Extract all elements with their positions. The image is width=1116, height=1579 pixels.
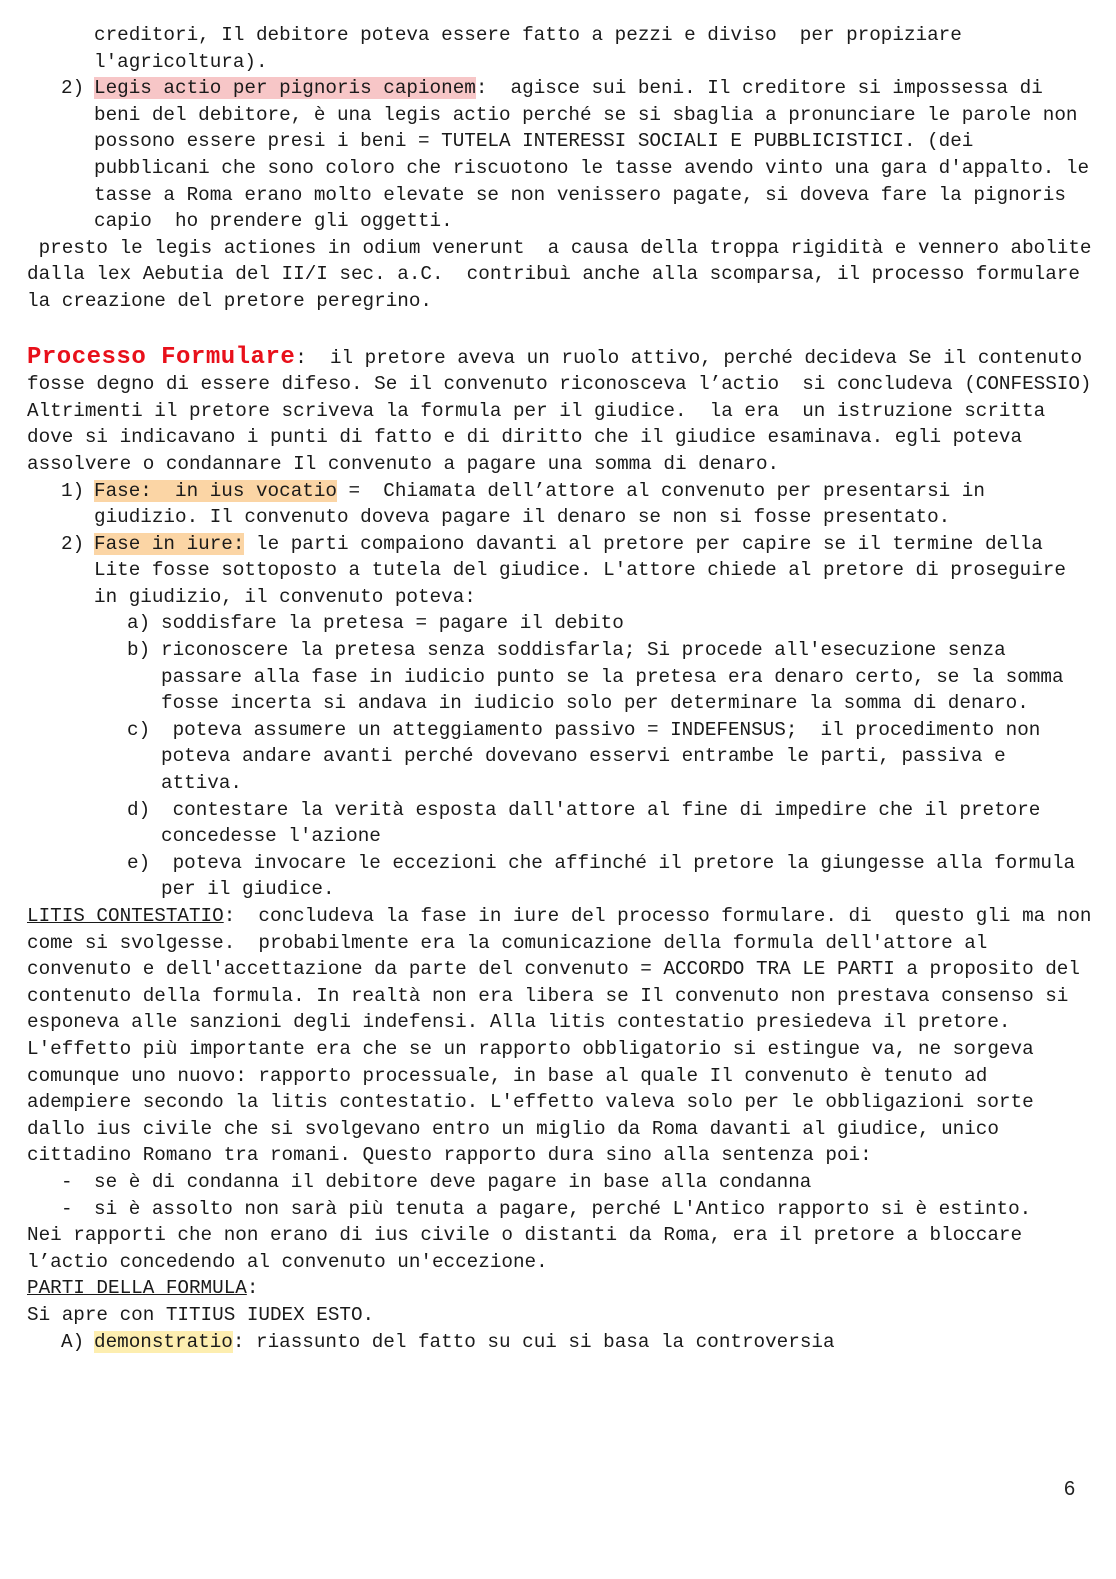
intro-continuation [27,22,1097,75]
bullet-text: se è di condanna il debitore deve pagare in base alla condanna [94,1170,812,1193]
list-item-body: : riassunto del fatto su cui si basa la controversia [232,1330,835,1353]
highlight-term: Fase: in ius vocatio [94,479,337,502]
highlight-term: Legis actio per pignoris capionem [94,77,476,100]
sub-list-item [27,717,1097,797]
section-heading: Processo Formulare [27,343,296,371]
sub-list-text: poteva invocare le eccezioni che affinché il pretore la giungesse alla formula per il giudice. [161,851,1087,901]
sub-list-marker: b) [127,639,151,662]
parti-heading-line [27,1275,1097,1302]
paragraph: Si apre con TITIUS IUDEX ESTO. [27,1303,375,1326]
sub-list-item [27,637,1097,717]
closing-paragraph: presto le legis actiones in odium venerunt a causa della troppa rigidità e vennero abolite dalla lex Aebutia del II/I sec. a.C. contribuì anche alla scomparsa, il processo formulare la creazione del pretore peregrino. [27,236,1104,312]
sub-list-text: poteva assumere un atteggiamento passivo = INDEFENSUS; il procedimento non poteva andare avanti perché dovevano esservi entrambe le parti, passiva e attiva. [161,718,1052,795]
sub-list-marker: e) [127,851,151,874]
underlined-heading: PARTI DELLA FORMULA [27,1277,247,1300]
document-page [27,22,1104,1355]
paragraph-text: : il pretore aveva un ruolo attivo, perché decideva Se il contenuto fosse degno di essere difeso. Se il convenuto riconosceva l’actio si concludeva (CONFESSIO) Altrimenti il pretore scriveva la formula per il giudice. la era un istruzione scritta dove si indicavano i punti di fatto e di diritto che il giudice esaminava. egli poteva assolvere o condannare Il convenuto a pagare una somma di denaro. [27,346,1104,475]
bullet-item [27,1196,1097,1223]
list-marker: 2) [61,77,85,100]
list-marker: 2) [61,532,85,555]
list-item-body: = Chiamata dell’attore al convenuto per presentarsi in giudizio. Il convenuto doveva pagare il denaro se non si fosse presentato. [94,479,997,529]
list-marker-blank [61,22,94,75]
paragraph-text: : concludeva la fase in iure del processo formulare. di questo gli ma non come si svolgesse. probabilmente era la comunicazione della formula dell'attore al convenuto e dell'accettazione da parte del convenuto = ACCORDO TRA LE PARTI a proposito del contenuto della formula. In realtà non era libera se Il convenuto non prestava consenso si esponeva alle sanzioni degli indefensi. Alla litis contestatio presiedeva il pretore. L'effetto più importante era che se un rapporto obbligatorio si estingue va, ne sorgeva comunque uno nuovo: rapporto processuale, in base al quale Il convenuto è tenuto ad adempiere secondo la litis contestatio. L'effetto valeva solo per le obbligazioni sorte dallo ius civile che si svolgevano entro un miglio da Roma davanti al giudice, unico cittadino Romano tra romani. Questo rapporto dura sino alla sentenza poi: [27,905,1104,1167]
highlight-term: Fase in iure: [94,532,245,555]
page-number: 6 [1064,1478,1076,1500]
paragraph: Nei rapporti che non erano di ius civile o distanti da Roma, era il pretore a bloccare l’actio concedendo al convenuto un'eccezione. [27,1224,1034,1273]
list-item-text [94,1329,1097,1356]
bullet-text: si è assolto non sarà più tenuta a pagare, perché L'Antico rapporto si è estinto. [94,1197,1032,1220]
highlight-term: demonstratio [94,1330,233,1353]
sub-list-marker: a) [127,612,151,635]
list-item-text [94,75,1101,235]
spacer [27,315,1097,345]
list-marker: 1) [61,479,85,502]
sub-list-marker: d) [127,798,151,821]
list-item-fase-2 [27,531,1097,611]
sub-list-text: riconoscere la pretesa senza soddisfarla; Si procede all'esecuzione senza passare alla fase in iudicio punto se la pretesa era denaro certo, se la somma fosse incerta si andava in iudicio solo per determinare la somma di denaro. [161,639,1076,715]
list-item-body: : agisce sui beni. Il creditore si impossessa di beni del debitore, è una legis actio perché se si sbaglia a pronunciare le parole non possono essere presi i beni = TUTELA INTERESSI SOCIALI E PUBBLICISTICI. (dei pubblicani che sono coloro che riscuotono le tasse avendo vinto una gara d'appalto. le tasse a Roma erano molto elevate se non venissero pagate, si doveva fare la pignoris capio ho prendere gli oggetti. [94,77,1101,233]
underlined-heading: LITIS CONTESTATIO [27,905,224,927]
sub-list-item [27,850,1097,903]
list-item-legis-actio [27,75,1101,235]
list-item-text [94,478,1097,531]
list-marker: A) [61,1330,85,1353]
litis-contestatio-paragraph [27,903,1104,1169]
sub-list-text: soddisfare la pretesa = pagare il debito [161,612,624,635]
bullet-item [27,1169,1097,1196]
list-item-demonstratio [27,1329,1097,1356]
sub-list-text: contestare la verità esposta dall'attore al fine di impedire che il pretore concedesse l'azione [161,798,1052,848]
sub-list-marker: c) [127,718,151,741]
heading-colon: : [246,1277,259,1300]
list-item-body: le parti compaiono davanti al pretore per capire se il termine della Lite fosse sottoposto a tutela del giudice. L'attore chiede al pretore di proseguire in giudizio, il convenuto poteva: [94,532,1078,608]
bullet-dash: - [61,1197,73,1220]
list-item-fase-1 [27,478,1097,531]
sub-list-item [27,610,1097,637]
bullet-dash: - [61,1170,73,1193]
paragraph-text: creditori, Il debitore poteva essere fatto a pezzi e diviso per propiziare l'agricoltura). [94,24,974,73]
sub-list-item [27,797,1097,850]
processo-formulare-paragraph [27,343,1104,478]
list-item-text [94,531,1097,611]
